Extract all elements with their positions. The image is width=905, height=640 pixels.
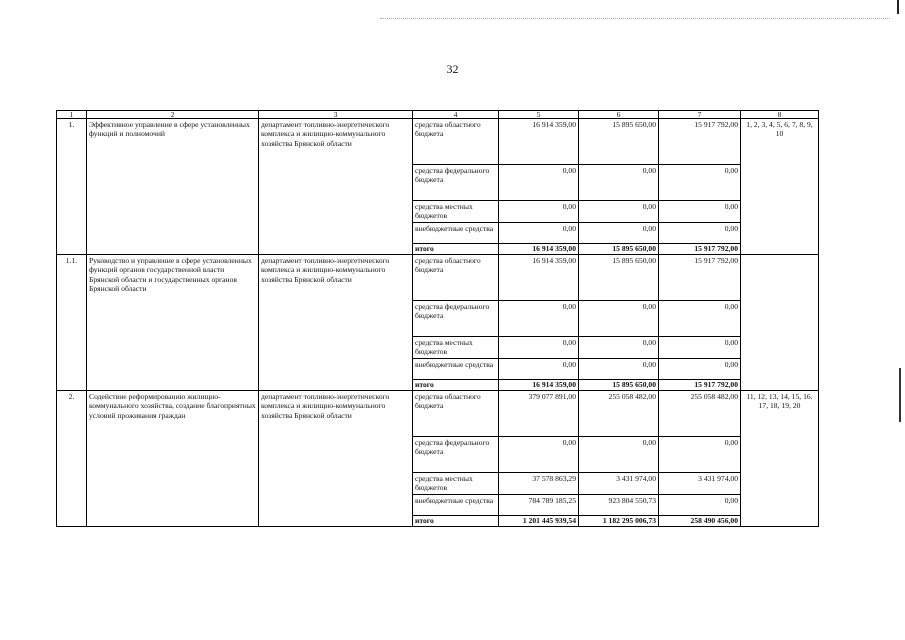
total-label: итого (413, 515, 499, 526)
indicator-refs: 11, 12, 13, 14, 15, 16. 17, 18, 19, 20 (741, 390, 819, 526)
indicator-refs (741, 254, 819, 390)
value-cell: 16 914 359,00 (499, 119, 579, 165)
table-row (57, 119, 819, 165)
value-cell: 37 578 863,29 (499, 472, 579, 494)
header-cell: 8 (741, 111, 819, 119)
value-cell: 0,00 (579, 165, 659, 201)
value-cell: 0,00 (579, 201, 659, 223)
funding-source: средства областного бюджета (413, 119, 499, 165)
value-cell: 0,00 (659, 300, 741, 336)
item-number: 2. (57, 390, 87, 526)
header-cell: 1 (57, 111, 87, 119)
total-value: 15 917 792,00 (659, 379, 741, 390)
value-cell: 0,00 (579, 300, 659, 336)
header-row (57, 111, 819, 119)
value-cell: 0,00 (659, 358, 741, 379)
total-value: 258 490 456,00 (659, 515, 741, 526)
funding-source: средства федерального бюджета (413, 436, 499, 472)
item-executor: департамент топливно-энергетического комплекса и жилищно-коммунального хозяйства Брянской области (259, 119, 413, 255)
value-cell: 3 431 974,00 (659, 472, 741, 494)
value-cell: 0,00 (499, 222, 579, 243)
funding-source: средства местных бюджетов (413, 472, 499, 494)
funding-source: внебюджетные средства (413, 222, 499, 243)
item-executor: департамент топливно-энергетического комплекса и жилищно-коммунального хозяйства Брянской области (259, 254, 413, 390)
value-cell: 3 431 974,00 (579, 472, 659, 494)
value-cell: 923 804 550,73 (579, 494, 659, 515)
value-cell: 15 895 650,00 (579, 254, 659, 300)
value-cell: 0,00 (579, 336, 659, 358)
header-cell: 5 (499, 111, 579, 119)
total-value: 16 914 359,00 (499, 243, 579, 254)
item-name: Эффективное управление в сфере установленных функций и полномочий (87, 119, 259, 255)
value-cell: 0,00 (579, 222, 659, 243)
funding-source: средства местных бюджетов (413, 201, 499, 223)
value-cell: 0,00 (659, 222, 741, 243)
item-name: Содействие реформированию жилищно-коммунального хозяйства, создание благоприятных условий проживания граждан (87, 390, 259, 526)
table-row (57, 254, 819, 300)
total-value: 16 914 359,00 (499, 379, 579, 390)
funding-source: средства местных бюджетов (413, 336, 499, 358)
value-cell: 255 058 482,00 (579, 390, 659, 436)
value-cell: 0,00 (499, 201, 579, 223)
header-cell: 6 (579, 111, 659, 119)
value-cell: 15 917 792,00 (659, 254, 741, 300)
page-number: 32 (446, 62, 459, 76)
value-cell: 0,00 (499, 165, 579, 201)
scan-edge-mark (897, 0, 899, 14)
item-name: Руководство и управление в сфере установленных функций органов государственной власти Брянской области и государственных органов Брянской области (87, 254, 259, 390)
value-cell: 15 895 650,00 (579, 119, 659, 165)
value-cell: 0,00 (659, 436, 741, 472)
total-label: итого (413, 243, 499, 254)
header-cell: 7 (659, 111, 741, 119)
total-label: итого (413, 379, 499, 390)
total-value: 1 182 295 006,73 (579, 515, 659, 526)
item-executor: департамент топливно-энергетического комплекса и жилищно-коммунального хозяйства Брянской области (259, 390, 413, 526)
scan-edge-mark (899, 368, 901, 422)
header-cell: 2 (87, 111, 259, 119)
total-value: 15 917 792,00 (659, 243, 741, 254)
item-number: 1.1. (57, 254, 87, 390)
funding-source: внебюджетные средства (413, 358, 499, 379)
value-cell: 255 058 482,00 (659, 390, 741, 436)
budget-table (56, 110, 819, 527)
value-cell: 0,00 (659, 165, 741, 201)
value-cell: 0,00 (579, 436, 659, 472)
value-cell: 0,00 (499, 336, 579, 358)
header-cell: 4 (413, 111, 499, 119)
table-row (57, 390, 819, 436)
funding-source: средства областного бюджета (413, 254, 499, 300)
scan-noise-line (380, 18, 890, 19)
total-value: 15 895 650,00 (579, 379, 659, 390)
value-cell: 0,00 (659, 494, 741, 515)
indicator-refs: 1, 2, 3, 4, 5, 6, 7, 8, 9, 10 (741, 119, 819, 255)
funding-source: средства федерального бюджета (413, 165, 499, 201)
value-cell: 0,00 (499, 358, 579, 379)
total-value: 1 201 445 939,54 (499, 515, 579, 526)
funding-source: средства федерального бюджета (413, 300, 499, 336)
value-cell: 0,00 (499, 300, 579, 336)
value-cell: 0,00 (579, 358, 659, 379)
value-cell: 16 914 359,00 (499, 254, 579, 300)
value-cell: 15 917 792,00 (659, 119, 741, 165)
total-value: 15 895 650,00 (579, 243, 659, 254)
header-cell: 3 (259, 111, 413, 119)
value-cell: 0,00 (499, 436, 579, 472)
funding-source: средства областного бюджета (413, 390, 499, 436)
value-cell: 784 789 185,25 (499, 494, 579, 515)
value-cell: 379 077 891,00 (499, 390, 579, 436)
item-number: 1. (57, 119, 87, 255)
funding-source: внебюджетные средства (413, 494, 499, 515)
value-cell: 0,00 (659, 201, 741, 223)
value-cell: 0,00 (659, 336, 741, 358)
